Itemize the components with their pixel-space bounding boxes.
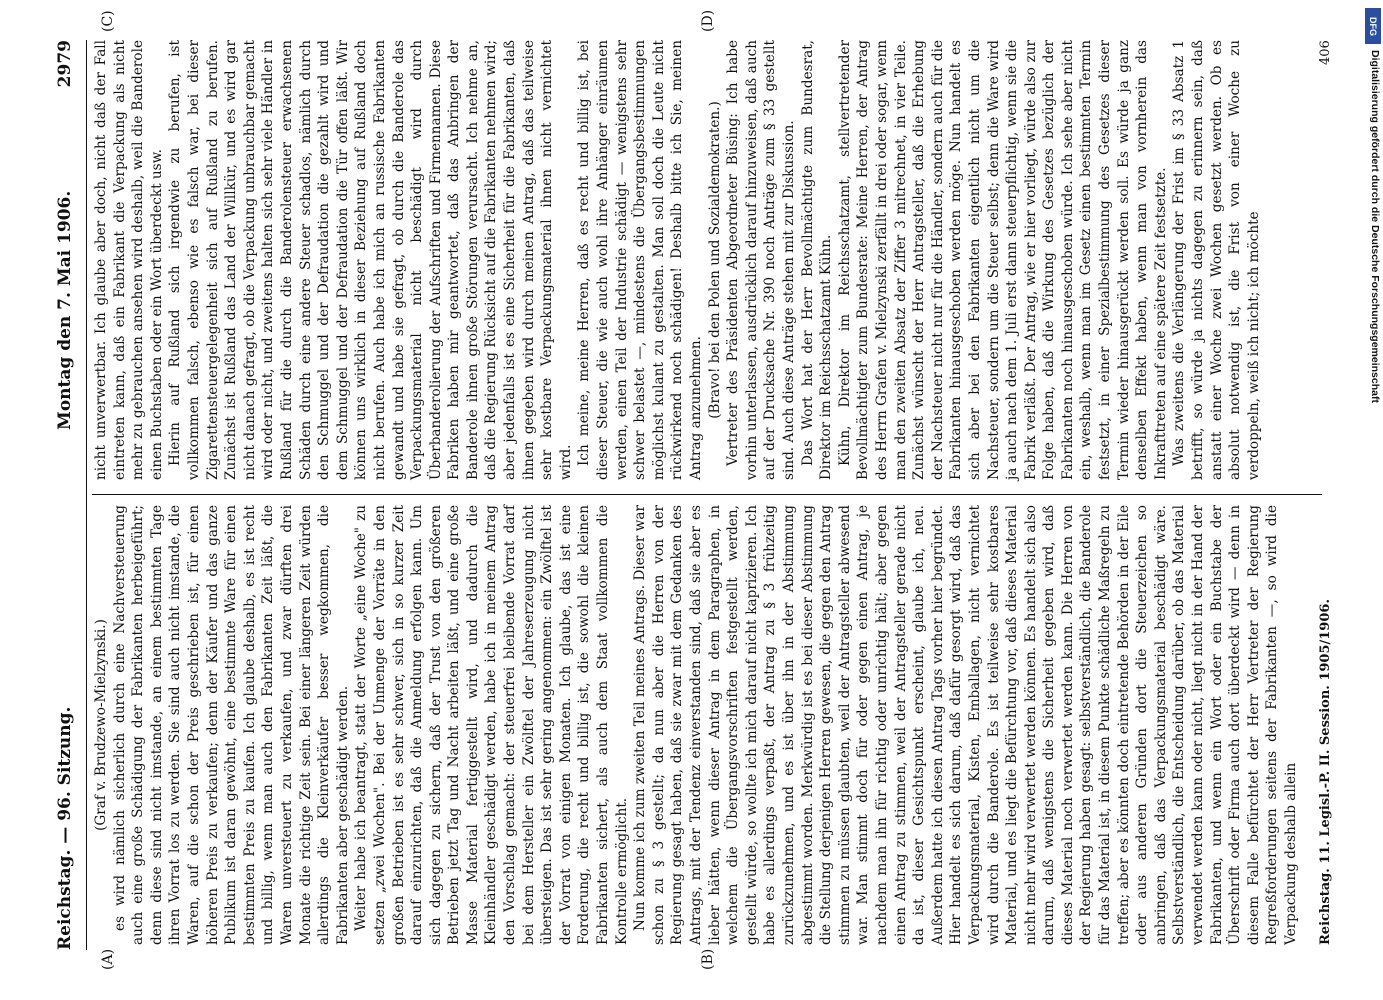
paragraph: nicht unverwertbar. Ich glaube aber doch, nicht daß der Fall eintreten kann, daß ein Fabrikant die Verpackung als nicht mehr zu gebrauchen ansehen wird deshalb, weil die Banderole einen Buchstaben oder ein Wort überdeckt usw. [93,40,165,480]
footer-session: Reichstag. 11. Legisl.-P. II. Session. 1905/1906. [1318,599,1333,945]
paragraph: Vertreter des Präsidenten Abgeordneter Büsing: Ich habe vorhin unterlassen, ausdrücklich darauf hinzuweisen, daß auch auf der Drucksache Nr. 390 noch Anträge zum § 33 gestellt sind. Auch diese Anträge stehen mit zur Diskussion. [725,40,797,480]
margin-mark-a: (A) [100,948,116,970]
column-divider [92,494,1322,495]
dfg-logo: DFG [1365,8,1381,44]
paragraph: Weiter habe ich beantragt, statt der Worte „eine Woche" zu setzen „zwei Wochen". Bei der Unmenge der Vorräte in den großen Betrieben ist es sehr schwer, sich in so kurzer Zeit darauf einzurichten, daß die Anmeldung erfolgen kann. Um sich dagegen zu sichern, daß der Trust von den größeren Betrieben jetzt Tag und Nacht arbeiten läßt, und eine große Masse Material fertiggestellt wird, und dadurch die Kleinhändler geschädigt werden, habe ich in meinem Antrag den Vorschlag gemacht: der steuerfrei bleibende Vorrat darf bei dem Hersteller ein Zwölftel der Jahreserzeugung nicht übersteigen. Das ist sehr gering angenommen: ein Zwölftel ist der Vorrat von einigen Monaten. Ich glaube, das ist eine Forderung, die recht und billig ist, die sowohl die kleinen Fabrikanten sichert, als auch dem Staat vollkommen die Kontrolle ermöglicht. [353,505,630,945]
paragraph: Ich meine, meine Herren, daß es recht und billig ist, bei dieser Steuer, die wie auch wohl ihre Anhänger einräumen werden, einen Teil der Industrie schädigt — wenigstens sehr schwer belastet —, mindestens die Übergangsbestimmungen möglichst kulant zu gestalten. Man soll doch die Leute nicht rückwirkend noch schädigen! Deshalb bitte ich Sie, meinen Antrag anzunehmen. [576,40,704,480]
left-column [92,505,1301,945]
margin-mark-b: (B) [700,948,716,970]
header-rule [86,40,87,950]
margin-mark-d: (D) [700,9,716,32]
right-column [92,40,1263,480]
paragraph: Was zweitens die Verlängerung der Frist im § 33 Absatz 1 betrifft, so würde ja nichts dagegen zu erinnern sein, daß anstatt einer Woche zwei Wochen gesetzt werden. Ob es absolut notwendig ist, die Frist von einer Woche zu verdoppeln, weiß ich nicht; ich möchte [1171,40,1262,480]
margin-mark-c: (C) [100,10,116,32]
running-header [55,40,85,950]
speaker-continuation: (Graf v. Brudzewo-Mielzynski.) [93,619,109,831]
header-date: Montag den 7. Mai 1906. [55,190,75,430]
page-number: 2979 [55,40,75,88]
paragraph: Kühn, Direktor im Reichsschatzamt, stellvertretender Bevollmächtigter zum Bundesrate: Meine Herren, der Antrag des Herrn Grafen v. Mielzynski zerfällt in drei oder sogar, wenn man den zweiten Absatz der Ziffer 3 mitrechnet, in vier Teile. Zunächst wünscht der Herr Antragsteller, daß die Erhebung der Nachsteuer nicht nur für die Händler, sondern auch für die Fabrikanten hinausgeschoben werden möge. Nun handelt es sich aber bei den Fabrikanten eigentlich nicht um die Nachsteuer, sondern um die Steuer selbst; denn die Ware wird ja auch nach dem 1. Juli erst dann steuerpflichtig, wenn sie die Fabrik verläßt. Der Antrag, wie er hier vorliegt, würde also zur Folge haben, daß die Wirkung des Gesetzes bezüglich der Fabrikanten noch hinausgeschoben würde. Ich sehe aber nicht ein, weshalb, wenn man im Gesetz einen bestimmten Termin festsetzt, in einer Spezialbestimmung des Gesetzes dieser Termin wieder hinausgerückt werden soll. Es würde ja ganz denselben Effekt haben, wenn man von vornherein das Inkrafttreten auf eine spätere Zeit festsetzte. [836,40,1169,480]
paragraph: Nun komme ich zum zweiten Teil meines Antrags. Dieser war schon zu § 3 gestellt; da nun aber die Herren von der Regierung gesagt haben, daß sie zwar mit dem Gedanken des Antrags, mit der Tendenz einverstanden sind, daß sie aber es lieber hätten, wenn dieser Antrag in dem Paragraphen, in welchem die Übergangsvorschriften festgestellt werden, gestellt würde, so wollte ich mich darauf nicht kaprizieren. Ich habe es allerdings verpaßt, der Antrag zu § 3 frühzeitig zurückzunehmen, und es ist über ihn in der Abstimmung abgestimmt worden. Merkwürdig ist es bei dieser Abstimmung die Stellung derjenigen Herren gewesen, die gegen den Antrag stimmen zu müssen glaubten, weil der Antragsteller abwesend war. Man stimmt doch für oder gegen einen Antrag, je nachdem man ihn für richtig oder unrichtig hält; aber gegen einen Antrag zu stimmen, weil der Antragsteller gerade nicht da ist, dieser Gesichtspunkt erscheint, glaube ich, neu. Außerdem hatte ich diesen Antrag Tags vorher hier begründet. Hier handelt es sich darum, daß dafür gesorgt wird, daß das Verpackungsmaterial, Kisten, Emballagen, nicht vernichtet wird durch die Banderole. Es ist teilweise sehr kostbares Material, und es liegt die Befürchtung vor, daß dieses Material nicht mehr wird verwertet werden können. Es handelt sich also darum, daß wenigstens die Sicherheit gegeben wird, daß dieses Material noch verwertet werden kann. Die Herren von der Regierung haben gesagt: selbstverständlich, die Banderole für das Material ist, in diesem Punkte schädliche Maßregeln zu treffen; aber es könnten doch eintretende Behörden in der Eile oder aus anderen Gründen dort die Steuerzeichen so anbringen, daß das Verpackungsmaterial beschädigt wäre. Selbstverständlich, die Entscheidung darüber, ob das Material verwendet werden kann oder nicht, liegt nicht in der Hand der Fabrikanten, und wenn ein Wort oder ein Buchstabe der Überschrift oder Firma auch dort überdeckt wird — denn in diesem Falle befürchtet der Herr Vertreter der Regierung Regreßforderungen seitens der Fabrikanten —, so wird die Verpackung deshalb allein [632,505,1299,945]
paragraph: Das Wort hat der Herr Bevollmächtigte zum Bundesrat, Direktor im Reichsschatzamt Kühn. [799,40,835,480]
digitization-stamp: Digitalisierung gefördert durch die Deutsche Forschungsgemeinschaft [1369,50,1381,403]
paragraph: es wird nämlich sicherlich durch eine Nachversteuerung auch eine große Schädigung der Fabrikanten herbeigeführt; denn diese sind nicht imstande, an einem bestimmten Tage ihren Vorrat los zu werden. Sie sind auch nicht imstande, die Waren, auf die schon der Preis geschrieben ist, für einen höheren Preis zu verkaufen; denn der Käufer und das ganze Publikum ist daran gewöhnt, eine bestimmte Ware für einen bestimmten Preis zu kaufen. Ich glaube deshalb, es ist recht und billig, wenn man auch den Fabrikanten Zeit läßt, die Waren unversteuert zu verkaufen, und zwar dürften drei Monate die richtige Zeit sein. Bei einer längeren Zeit würden allerdings die Kleinverkäufer besser wegkommen, die Fabrikanten aber geschädigt werden. [111,505,351,945]
signature-number: 406 [1318,40,1333,65]
paragraph: Hierin auf Rußland sich irgendwie zu berufen, ist vollkommen falsch, ebenso wie es falsch war, bei dieser Zigarettensteuergelegenheit sich auf Rußland zu berufen. Zunächst ist Rußland das Land der Willkür, und es wird gar nicht danach gefragt, ob die Verpackung unbrauchbar gemacht wird oder nicht, und zweitens halten sich sehr viele Händler in Rußland für die durch die Banderolensteuer erwachsenen Schäden durch eine andere Steuer schadlos, nämlich durch den Schmuggel und der Defraudation die gezahlt wird und dem Schmuggel und der Defraudation die Tür offen läßt. Wir können uns wirklich in dieser Beziehung auf Rußland doch nicht berufen. Auch habe ich mich an russische Fabrikanten gewandt und habe sie gefragt, ob durch die Banderole das Verpackungsmaterial nicht beschädigt wird durch Überbanderolierung der Aufschriften und Firmennamen. Diese Fabriken haben mir geantwortet, daß das Anbringen der Banderole ihnen große Störungen verursacht. Ich nehme an, daß die Regierung Rücksicht auf die Fabrikanten nehmen wird; aber jedenfalls ist es eine Sicherheit für die Fabrikanten, daß ihnen gegeben wird durch meinen Antrag, daß das teilweise sehr kostbare Verpackungsmaterial ihnen nicht vernichtet wird. [167,40,574,480]
applause-note: (Bravo! bei den Polen und Sozialdemokraten.) [706,101,723,419]
header-left: Reichstag. — 96. Sitzung. [55,706,75,950]
